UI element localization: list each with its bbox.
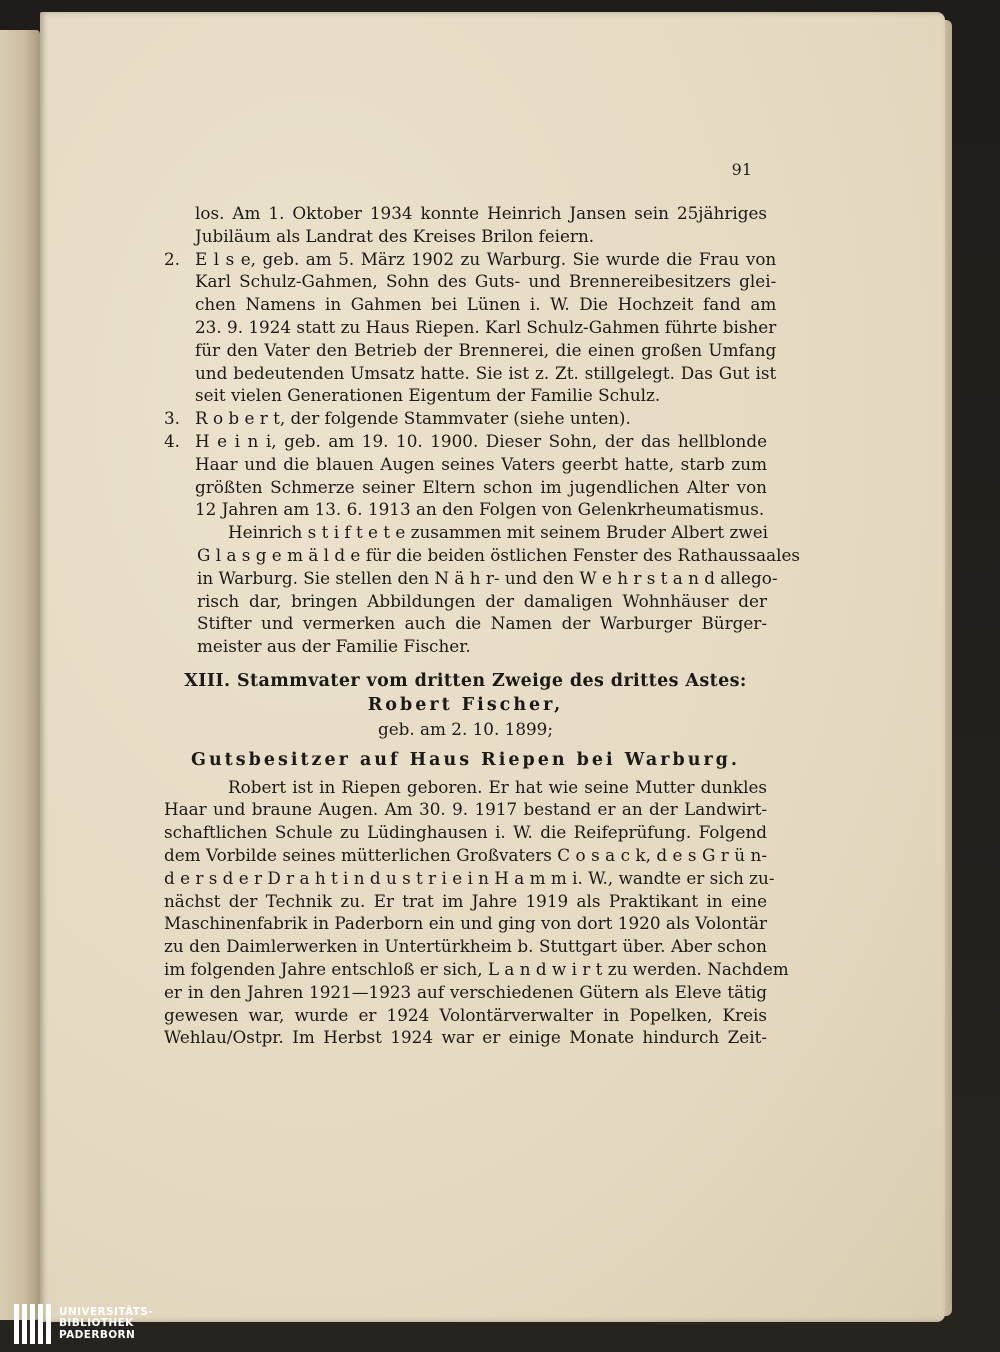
list-item [164,248,777,408]
logo-line: UNIVERSITÄTS- [59,1305,154,1318]
text-line: E l s e, geb. am 5. März 1902 zu Warburg. Sie wurde die Frau von [195,248,777,269]
library-logo-text [59,1307,153,1342]
glass-window-paragraph [164,521,801,658]
text-line: H e i n i, geb. am 19. 10. 1900. Dieser Sohn, der das hellblonde [195,430,767,451]
list-item-number: 2. [164,248,181,269]
text-line: und bedeutenden Umsatz hatte. Sie ist z. Zt. stillgelegt. Das Gut ist [195,362,777,383]
facing-page-edge [0,30,40,1320]
text-line: im folgenden Jahre entschloß er sich, L a n d w i r t zu werden. Nachdem [164,958,789,979]
text-line: G l a s g e m ä l d e für die beiden östlichen Fenster des Rathaussaales [197,544,801,565]
logo-line: BIBLIOTHEK [59,1317,134,1330]
list-item [164,430,767,521]
section-birth-date: geb. am 2. 10. 1899; [377,718,554,739]
text-line: seit vielen Generationen Eigentum der Familie Schulz. [195,385,661,406]
logo-line: PADERBORN [59,1328,136,1341]
text-line: los. Am 1. Oktober 1934 konnte Heinrich Jansen sein 25jähriges [195,203,767,223]
text-line: Karl Schulz-Gahmen, Sohn des Guts- und Brennereibesitzers glei- [195,271,777,292]
text-line: risch dar, bringen Abbildungen der damaligen Wohnhäuser der [197,590,767,611]
text-line: Robert ist in Riepen geboren. Er hat wie seine Mutter dunkles [228,776,767,797]
text-line: d e r s d e r D r a h t i n d u s t r i e i n H a m m i. W., wandte er sich zu- [164,867,775,888]
biography-paragraph [164,776,789,1050]
list-item-number: 3. [164,408,181,429]
library-logo-icon [14,1304,51,1344]
text-line: dem Vorbilde seines mütterlichen Großvaters C o s a c k, d e s G r ü n- [164,844,767,865]
text-line: Heinrich s t i f t e t e zusammen mit seinem Bruder Albert zwei [228,522,768,543]
text-line: er in den Jahren 1921—1923 auf verschiedenen Gütern als Eleve tätig [164,981,767,1002]
section-role: Gutsbesitzer auf Haus Riepen bei Warburg. [191,749,740,770]
text-line: größten Schmerze seiner Eltern schon im jugendlichen Alter von [195,476,767,497]
section-person-name: Robert Fischer, [367,694,564,715]
text-line: 12 Jahren am 13. 6. 1913 an den Folgen von Gelenkrheumatismus. [195,499,765,520]
section-heading [164,670,767,772]
text-line: R o b e r t, der folgende Stammvater (siehe unten). [195,408,631,429]
text-line: Wehlau/Ostpr. Im Herbst 1924 war er einige Monate hindurch Zeit- [164,1027,767,1048]
text-line: gewesen war, wurde er 1924 Volontärverwalter in Popelken, Kreis [164,1004,767,1025]
text-line: zu den Daimlerwerken in Untertürkheim b. Stuttgart über. Aber schon [164,936,767,957]
text-line: chen Namens in Gahmen bei Lünen i. W. Die Hochzeit fand am [195,294,777,315]
text-line: für den Vater den Betrieb der Brennerei, die einen großen Umfang [195,339,777,360]
list-item-number: 4. [164,430,181,451]
section-title: XIII. Stammvater vom dritten Zweige des drittes Astes: [184,670,747,691]
text-line: meister aus der Familie Fischer. [197,636,471,657]
list-item [164,407,767,430]
text-line: Haar und braune Augen. Am 30. 9. 1917 bestand er an der Landwirt- [164,799,767,820]
text-line: Jubiläum als Landrat des Kreises Brilon feiern. [195,225,595,246]
intro-paragraph [164,202,767,248]
text-line: 23. 9. 1924 statt zu Haus Riepen. Karl Schulz-Gahmen führte bisher [195,316,777,337]
text-line: Haar und die blauen Augen seines Vaters geerbt hatte, starb zum [195,453,767,474]
page-number: 91 [731,160,752,179]
text-line: Stifter und vermerken auch die Namen der Warburger Bürger- [197,613,767,634]
library-logo [14,1302,153,1346]
page-text [164,202,801,1049]
text-line: nächst der Technik zu. Er trat im Jahre 1919 als Praktikant in eine [164,890,767,911]
text-line: schaftlichen Schule zu Lüdinghausen i. W. die Reifeprüfung. Folgend [164,822,767,843]
text-line: Maschinenfabrik in Paderborn ein und ging von dort 1920 als Volontär [164,913,767,934]
text-line: in Warburg. Sie stellen den N ä h r- und den W e h r s t a n d allego- [197,567,778,588]
